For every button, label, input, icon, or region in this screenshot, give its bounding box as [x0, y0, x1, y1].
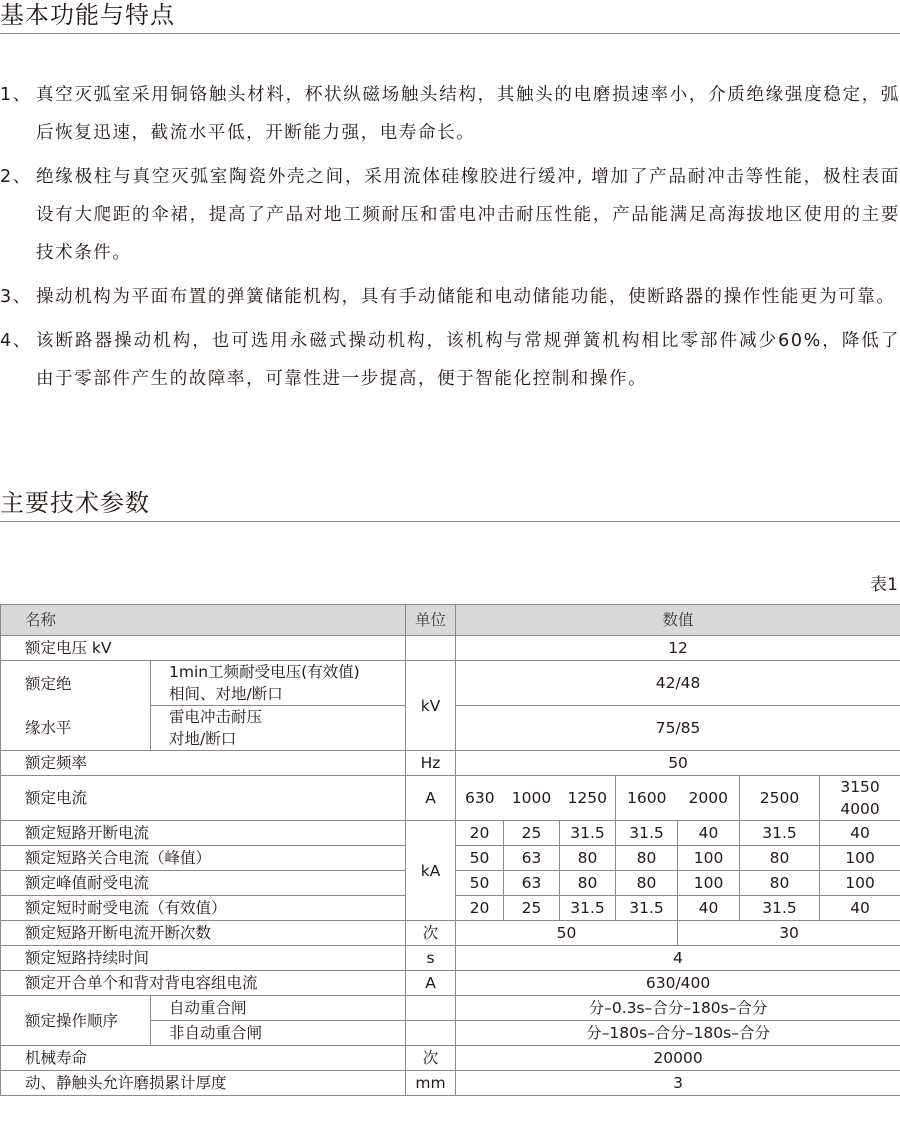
row-value: 31.5	[616, 821, 678, 846]
row-value: 1250	[560, 776, 616, 821]
row-name-line: 缘水平	[25, 718, 72, 737]
table-row	[1, 971, 900, 996]
row-subname: 非自动重合闸	[151, 1021, 406, 1046]
row-name: 额定短路持续时间	[1, 946, 406, 971]
row-unit: Hz	[406, 751, 456, 776]
row-value: 31.5	[560, 821, 616, 846]
row-value: 80	[740, 846, 820, 871]
row-value: 80	[616, 871, 678, 896]
row-value: 31.5	[740, 896, 820, 921]
row-value: 80	[560, 846, 616, 871]
row-unit: mm	[406, 1071, 456, 1096]
feature-number: 1、	[0, 85, 32, 105]
row-value: 80	[740, 871, 820, 896]
row-name	[1, 661, 151, 751]
table-row	[1, 661, 900, 706]
row-unit	[406, 636, 456, 661]
row-value: 31.5	[560, 896, 616, 921]
row-subname-line: 雷电冲击耐压	[169, 708, 263, 726]
table-row	[1, 946, 900, 971]
row-unit	[406, 1021, 456, 1046]
feature-item	[0, 322, 900, 398]
row-value: 1000	[504, 776, 560, 821]
row-value: 40	[678, 896, 740, 921]
table-row	[1, 1046, 900, 1071]
row-value: 分–0.3s–合分–180s–合分	[456, 996, 900, 1021]
row-value: 31.5	[740, 821, 820, 846]
row-value: 3	[456, 1071, 900, 1096]
table-row	[1, 921, 900, 946]
row-value: 75/85	[456, 706, 900, 751]
row-name: 动、静触头允许磨损累计厚度	[1, 1071, 406, 1096]
row-value: 4	[456, 946, 900, 971]
row-subname	[151, 661, 406, 706]
row-subname-line: 1min工频耐受电压(有效值)	[169, 663, 360, 681]
row-value: 20	[456, 896, 504, 921]
header-name: 名称	[1, 605, 406, 636]
row-unit: A	[406, 971, 456, 996]
feature-item	[0, 158, 900, 272]
table-row	[1, 636, 900, 661]
row-unit	[406, 996, 456, 1021]
row-unit: 次	[406, 1046, 456, 1071]
feature-number: 4、	[0, 331, 32, 351]
row-value: 63	[504, 846, 560, 871]
feature-list	[0, 76, 900, 404]
section-title-parameters: 主要技术参数	[0, 489, 150, 517]
table-row	[1, 776, 900, 821]
row-value: 630/400	[456, 971, 900, 996]
row-value: 50	[456, 846, 504, 871]
table-row	[1, 1071, 900, 1096]
row-name: 额定操作顺序	[1, 996, 151, 1046]
row-value: 31.5	[616, 896, 678, 921]
row-value: 40	[820, 896, 900, 921]
row-value	[820, 776, 900, 821]
row-value: 50	[456, 871, 504, 896]
feature-text: 操动机构为平面布置的弹簧储能机构，具有手动储能和电动储能功能，使断路器的操作性能更为可靠。	[36, 287, 896, 307]
row-value: 分–180s–合分–180s–合分	[456, 1021, 900, 1046]
row-value: 40	[820, 821, 900, 846]
row-value: 40	[678, 821, 740, 846]
row-value: 50	[456, 751, 900, 776]
row-value-line: 4000	[840, 800, 880, 818]
row-unit: 次	[406, 921, 456, 946]
table-row	[1, 751, 900, 776]
feature-number: 3、	[0, 287, 32, 307]
row-value: 1600	[616, 776, 678, 821]
row-name: 额定短时耐受电流（有效值）	[1, 896, 406, 921]
row-name: 额定短路开断电流开断次数	[1, 921, 406, 946]
title-divider	[0, 33, 900, 34]
row-name: 额定频率	[1, 751, 406, 776]
row-value: 100	[820, 846, 900, 871]
row-value: 630	[456, 776, 504, 821]
title-divider	[0, 521, 900, 522]
row-value: 2500	[740, 776, 820, 821]
table-header-row	[1, 605, 900, 636]
row-subname-line: 对地/断口	[169, 730, 237, 748]
row-value: 25	[504, 896, 560, 921]
section-title-features: 基本功能与特点	[0, 1, 175, 29]
feature-number: 2、	[0, 167, 32, 187]
table-caption: 表1	[870, 575, 898, 595]
feature-item	[0, 76, 900, 152]
feature-text: 该断路器操动机构，也可选用永磁式操动机构，该机构与常规弹簧机构相比零部件减少60%，降低了由于零部件产生的故障率，可靠性进一步提高，便于智能化控制和操作。	[36, 331, 900, 389]
row-value: 63	[504, 871, 560, 896]
row-value: 100	[678, 871, 740, 896]
feature-text: 真空灭弧室采用铜铬触头材料，杯状纵磁场触头结构，其触头的电磨损速率小，介质绝缘强度稳定，弧后恢复迅速，截流水平低，开断能力强，电寿命长。	[36, 85, 900, 143]
row-value: 20000	[456, 1046, 900, 1071]
header-unit: 单位	[406, 605, 456, 636]
header-value: 数值	[456, 605, 900, 636]
table-row	[1, 996, 900, 1021]
row-value: 2000	[678, 776, 740, 821]
row-value: 30	[678, 921, 900, 946]
row-unit: A	[406, 776, 456, 821]
feature-item	[0, 278, 900, 316]
row-unit: s	[406, 946, 456, 971]
row-value: 12	[456, 636, 900, 661]
row-unit: kA	[406, 821, 456, 921]
row-value: 25	[504, 821, 560, 846]
row-name: 额定电流	[1, 776, 406, 821]
row-unit: kV	[406, 661, 456, 751]
row-name: 额定短路开断电流	[1, 821, 406, 846]
table-row	[1, 821, 900, 846]
row-name: 额定开合单个和背对背电容组电流	[1, 971, 406, 996]
row-name: 额定峰值耐受电流	[1, 871, 406, 896]
row-subname-line: 相间、对地/断口	[169, 685, 283, 703]
row-value: 80	[560, 871, 616, 896]
row-value: 100	[678, 846, 740, 871]
row-value: 100	[820, 871, 900, 896]
parameters-table	[0, 604, 900, 1096]
row-name: 机械寿命	[1, 1046, 406, 1071]
row-name: 额定电压 kV	[1, 636, 406, 661]
row-name: 额定短路关合电流（峰值）	[1, 846, 406, 871]
row-value: 80	[616, 846, 678, 871]
row-value: 20	[456, 821, 504, 846]
row-value: 42/48	[456, 661, 900, 706]
row-value-line: 3150	[840, 778, 880, 796]
feature-text: 绝缘极柱与真空灭弧室陶瓷外壳之间，采用流体硅橡胶进行缓冲, 增加了产品耐冲击等性能，极柱表面设有大爬距的伞裙，提高了产品对地工频耐压和雷电冲击耐压性能，产品能满足高海拔地区使用的主要技术条件。	[36, 167, 900, 263]
row-subname: 自动重合闸	[151, 996, 406, 1021]
row-name-line: 额定绝	[25, 674, 72, 693]
row-subname	[151, 706, 406, 751]
row-value: 50	[456, 921, 678, 946]
